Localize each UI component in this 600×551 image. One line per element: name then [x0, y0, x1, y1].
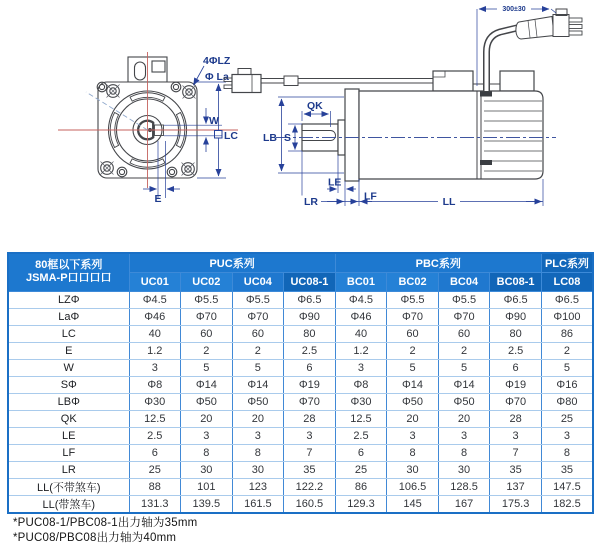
label-lb: LB — [263, 132, 277, 144]
table-cell: 20 — [181, 410, 233, 427]
table-cell: 30 — [232, 461, 284, 478]
table-cell: 131.3 — [129, 495, 181, 513]
table-cell: 2.5 — [284, 342, 336, 359]
table-cell: Φ6.5 — [284, 291, 336, 308]
label-le: LE — [328, 176, 342, 189]
table-cell: Φ5.5 — [181, 291, 233, 308]
table-row — [8, 393, 593, 410]
table-cell: 1.2 — [129, 342, 181, 359]
table-cell: Φ19 — [490, 376, 542, 393]
table-cell: 28 — [284, 410, 336, 427]
table-cell: 123 — [232, 478, 284, 495]
row-label: SΦ — [8, 376, 129, 393]
model-header-uc04: UC04 — [232, 272, 284, 291]
label-ll: LL — [442, 196, 456, 208]
table-cell: 2 — [438, 342, 490, 359]
table-row — [8, 308, 593, 325]
label-qk: QK — [307, 100, 323, 112]
table-cell: 8 — [181, 444, 233, 461]
model-header-bc08-1: BC08-1 — [490, 272, 542, 291]
table-cell: Φ46 — [129, 308, 181, 325]
table-cell: 145 — [387, 495, 439, 513]
footnotes — [13, 516, 197, 546]
table-cell: 60 — [181, 325, 233, 342]
table-cell: Φ90 — [490, 308, 542, 325]
table-cell: 80 — [490, 325, 542, 342]
table-cell: Φ90 — [284, 308, 336, 325]
table-cell: Φ5.5 — [232, 291, 284, 308]
motor-housing — [359, 91, 543, 179]
model-header-lc08: LC08 — [541, 272, 593, 291]
table-cell: Φ8 — [335, 376, 387, 393]
table-cell: 8 — [438, 444, 490, 461]
table-row — [8, 359, 593, 376]
table-cell: 3 — [232, 427, 284, 444]
encoder-connector — [224, 69, 261, 93]
table-cell: 160.5 — [284, 495, 336, 513]
side-flange — [345, 89, 359, 181]
label-s: S — [284, 132, 292, 144]
table-cell: Φ50 — [181, 393, 233, 410]
table-cell: 175.3 — [490, 495, 542, 513]
table-cell: 20 — [387, 410, 439, 427]
table-cell: 6 — [284, 359, 336, 376]
table-cell: 2 — [387, 342, 439, 359]
power-connector — [516, 9, 582, 39]
table-cell: 2.5 — [335, 427, 387, 444]
row-label: LF — [8, 444, 129, 461]
table-cell: 5 — [181, 359, 233, 376]
table-cell: 86 — [335, 478, 387, 495]
label-lr: LR — [304, 196, 318, 208]
model-header-bc04: BC04 — [438, 272, 490, 291]
table-cell: 3 — [438, 427, 490, 444]
table-cell: 129.3 — [335, 495, 387, 513]
cable-ferrule — [284, 76, 298, 86]
table-cell: 3 — [284, 427, 336, 444]
table-cell: 40 — [129, 325, 181, 342]
table-row — [8, 410, 593, 427]
table-cell: 7 — [490, 444, 542, 461]
table-cell: 12.5 — [335, 410, 387, 427]
table-cell: Φ100 — [541, 308, 593, 325]
table-cell: Φ70 — [387, 308, 439, 325]
table-cell: Φ50 — [387, 393, 439, 410]
table-cell: 8 — [232, 444, 284, 461]
table-cell: 35 — [541, 461, 593, 478]
table-cell: Φ6.5 — [541, 291, 593, 308]
row-label: LC — [8, 325, 129, 342]
row-label: LaΦ — [8, 308, 129, 325]
spec-table — [7, 252, 594, 514]
table-cell: Φ70 — [232, 308, 284, 325]
row-label: LE — [8, 427, 129, 444]
table-cell: Φ14 — [232, 376, 284, 393]
spec-table-wrap — [7, 252, 594, 514]
table-cell: Φ70 — [490, 393, 542, 410]
table-row — [8, 461, 593, 478]
group-header-plc: PLC系列 — [541, 253, 593, 272]
label-w: W — [209, 115, 219, 127]
table-cell: 60 — [387, 325, 439, 342]
row-label: LBΦ — [8, 393, 129, 410]
table-cell: Φ70 — [181, 308, 233, 325]
table-row — [8, 325, 593, 342]
table-cell: 3 — [335, 359, 387, 376]
table-cell: Φ14 — [438, 376, 490, 393]
table-cell: Φ19 — [284, 376, 336, 393]
table-cell: 60 — [232, 325, 284, 342]
table-cell: 1.2 — [335, 342, 387, 359]
table-row — [8, 291, 593, 308]
table-cell: 5 — [541, 359, 593, 376]
table-cell: 161.5 — [232, 495, 284, 513]
table-cell: 8 — [387, 444, 439, 461]
table-cell: 88 — [129, 478, 181, 495]
label-4-lz: 4ΦLZ — [203, 55, 231, 67]
model-header-uc02: UC02 — [181, 272, 233, 291]
table-cell: 20 — [438, 410, 490, 427]
label-lf: LF — [364, 190, 377, 203]
table-cell: 6 — [129, 444, 181, 461]
table-cell: Φ6.5 — [490, 291, 542, 308]
table-cell: 30 — [387, 461, 439, 478]
table-cell: 6 — [490, 359, 542, 376]
side-terminal-block — [433, 71, 473, 91]
table-cell: 30 — [438, 461, 490, 478]
table-cell: 60 — [438, 325, 490, 342]
table-cell: Φ4.5 — [129, 291, 181, 308]
table-cell: Φ46 — [335, 308, 387, 325]
table-row — [8, 427, 593, 444]
label-lc: LC — [224, 130, 238, 142]
table-cell: 35 — [490, 461, 542, 478]
table-cell: 20 — [232, 410, 284, 427]
table-cell: Φ30 — [335, 393, 387, 410]
table-cell: 25 — [335, 461, 387, 478]
table-cell: Φ30 — [129, 393, 181, 410]
table-cell: 128.5 — [438, 478, 490, 495]
row-label: LZΦ — [8, 291, 129, 308]
table-cell: 25 — [541, 410, 593, 427]
table-cell: 147.5 — [541, 478, 593, 495]
table-cell: Φ70 — [284, 393, 336, 410]
table-cell: 30 — [181, 461, 233, 478]
side-view — [224, 9, 582, 181]
table-cell: Φ14 — [387, 376, 439, 393]
row-label: W — [8, 359, 129, 376]
group-header-puc: PUC系列 — [129, 253, 335, 272]
table-cell: 3 — [387, 427, 439, 444]
spec-table-body — [8, 291, 593, 513]
table-cell: 12.5 — [129, 410, 181, 427]
model-header-uc01: UC01 — [129, 272, 181, 291]
spec-table-header — [8, 253, 593, 291]
table-row — [8, 444, 593, 461]
table-cell: 5 — [438, 359, 490, 376]
table-cell: Φ80 — [541, 393, 593, 410]
table-cell: 2 — [541, 342, 593, 359]
row-label: E — [8, 342, 129, 359]
table-cell: 3 — [541, 427, 593, 444]
table-row — [8, 495, 593, 513]
table-cell: Φ8 — [129, 376, 181, 393]
table-cell: 8 — [541, 444, 593, 461]
table-cell: 137 — [490, 478, 542, 495]
table-cell: Φ50 — [438, 393, 490, 410]
table-cell: 122.2 — [284, 478, 336, 495]
model-header-bc02: BC02 — [387, 272, 439, 291]
corner-header — [8, 253, 129, 291]
table-cell: Φ16 — [541, 376, 593, 393]
table-cell: 5 — [232, 359, 284, 376]
table-cell: Φ14 — [181, 376, 233, 393]
table-cell: 40 — [335, 325, 387, 342]
table-cell: 182.5 — [541, 495, 593, 513]
table-cell: Φ5.5 — [387, 291, 439, 308]
table-cell: 86 — [541, 325, 593, 342]
footnote-2: *PUC08/PBC08出力轴为40mm — [13, 532, 177, 544]
table-cell: Φ50 — [232, 393, 284, 410]
table-cell: 6 — [335, 444, 387, 461]
row-label: LR — [8, 461, 129, 478]
table-cell: 2 — [232, 342, 284, 359]
footnote-1: *PUC08-1/PBC08-1出力轴为35mm — [13, 517, 198, 529]
model-header-uc08-1: UC08-1 — [284, 272, 336, 291]
table-cell: Φ70 — [438, 308, 490, 325]
group-header-pbc: PBC系列 — [335, 253, 541, 272]
row-label: LL(不带煞车) — [8, 478, 129, 495]
label-e: E — [154, 193, 162, 205]
table-row — [8, 478, 593, 495]
table-cell: 2 — [181, 342, 233, 359]
table-cell: 28 — [490, 410, 542, 427]
table-cell: 7 — [284, 444, 336, 461]
table-cell: 3 — [181, 427, 233, 444]
table-cell: 167 — [438, 495, 490, 513]
dimension-drawing — [0, 0, 600, 245]
table-cell: Φ5.5 — [438, 291, 490, 308]
table-cell: 3 — [129, 359, 181, 376]
table-row — [8, 342, 593, 359]
table-cell: 3 — [490, 427, 542, 444]
table-cell: Φ4.5 — [335, 291, 387, 308]
table-row — [8, 376, 593, 393]
table-cell: 5 — [387, 359, 439, 376]
table-cell: 35 — [284, 461, 336, 478]
row-label: LL(带煞车) — [8, 495, 129, 513]
table-cell: 139.5 — [181, 495, 233, 513]
rear-cap-block — [500, 71, 534, 91]
table-cell: 106.5 — [387, 478, 439, 495]
corner-header-line2: JSMA-P口口口口 — [25, 272, 112, 285]
corner-header-line1: 80框以下系列 — [35, 259, 103, 272]
table-cell: 2.5 — [490, 342, 542, 359]
table-cell: 2.5 — [129, 427, 181, 444]
label-la: Φ La — [205, 71, 229, 83]
table-cell: 80 — [284, 325, 336, 342]
label-cable-length: 300±30 — [502, 6, 526, 13]
table-cell: 25 — [129, 461, 181, 478]
table-cell: 101 — [181, 478, 233, 495]
model-header-bc01: BC01 — [335, 272, 387, 291]
row-label: QK — [8, 410, 129, 427]
